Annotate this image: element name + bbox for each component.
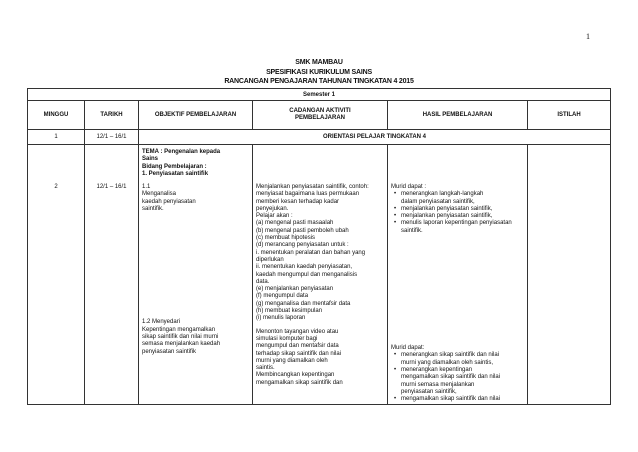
cadangan2-line: Menonton tayangan video atau (256, 328, 339, 335)
cadangan2-line: Membincangkan kepentingan (256, 372, 335, 379)
hasil2-line: penyiasatan saintifik, (401, 388, 457, 395)
hasil1-list (391, 191, 524, 235)
row1-minggu: 1 (28, 130, 85, 145)
list-item (391, 191, 524, 198)
hasil1-bullet: menjalankan penyiasatan saintifik, (401, 213, 493, 220)
document-header (0, 58, 638, 87)
row1-orientation: ORIENTASI PELAJAR TINGKATAN 4 (139, 130, 611, 145)
cadangan1-line: (f) mengumpul data (256, 293, 309, 300)
document-title: RANCANGAN PENGAJARAN TAHUNAN TINGKATAN 4 2015 (224, 78, 414, 85)
col-objektif: OBJEKTIF PEMBELAJARAN (139, 101, 253, 130)
cadangan1-line: Menjalankan penyiasatan saintifik, contoh: (256, 184, 369, 190)
row2-cadangan (253, 145, 388, 405)
bidang-label: Bidang Pembelajaran : (142, 163, 207, 170)
row2-minggu-value: 2 (54, 184, 58, 190)
row2-tarikh-value: 12/1 – 16/1 (96, 184, 127, 190)
cadangan1-line: (d) merancang penyiasatan untuk : (256, 242, 349, 249)
cadangan2-line: mengumpul dan mentafsir data (256, 343, 339, 350)
cadangan1-line: (i) menulis laporan (256, 315, 306, 322)
col-istilah: ISTILAH (528, 101, 611, 130)
document-subtitle: SPESIFIKASI KURIKULUM SAINS (266, 68, 372, 76)
row2-minggu (28, 145, 85, 405)
row2-hasil (388, 145, 528, 405)
cadangan1-line: memberi kesan terhadap kadar (256, 198, 340, 205)
obj1-line: Menganalisa (142, 191, 177, 198)
bidang-item: 1. Penyiasatan saintifik (142, 170, 209, 177)
hasil2-line: murni yang diamalkan oleh saintis, (401, 359, 494, 366)
hasil2-intro: Murid dapat: (391, 345, 425, 352)
col-cadangan-line1: CADANGAN AKTIVITI (289, 108, 351, 114)
list-item (391, 228, 524, 235)
page-number: 1 (586, 32, 590, 41)
col-cadangan-line2: PEMBELAJARAN (294, 115, 345, 121)
hasil2-line: mengamalkan sikap saintifik dan nilai (401, 374, 501, 381)
row2-objektif (139, 145, 253, 405)
hasil2-line: menerangkan kepentingan (401, 366, 473, 373)
cadangan1-line: ii. menentukan kaedah penyiasatan, (256, 264, 353, 271)
hasil2-line: mengamalkan sikap saintifik dan nilai (401, 396, 501, 403)
hasil1-intro: Murid dapat : (391, 184, 427, 190)
bullet-icon: • (394, 366, 397, 373)
tema-line1: TEMA : Pengenalan kepada (142, 149, 221, 155)
cadangan1-line: (c) membuat hipotesis (256, 235, 316, 242)
list-item (391, 206, 524, 213)
list-item (391, 389, 524, 396)
obj2-line: 1.2 Menyedari (142, 319, 181, 326)
col-hasil: HASIL PEMBELAJARAN (388, 101, 528, 130)
hasil2-list (391, 352, 524, 403)
list-item (391, 367, 524, 374)
hasil2-line: murni semasa menjalankan (401, 381, 475, 388)
obj2-line: penyiasatan saintifik (142, 348, 197, 355)
cadangan1-line: (e) menjalankan penyiasatan (256, 286, 334, 293)
cadangan1-line: Pelajar akan : (256, 213, 293, 220)
row1-tarikh: 12/1 – 16/1 (85, 130, 139, 145)
cadangan2-line: terhadap sikap saintifik dan nilai (256, 350, 342, 357)
bullet-icon: • (394, 220, 397, 227)
hasil2-line: menerangkan sikap saintifik dan nilai (401, 352, 500, 359)
obj1-line: kaedah penyiasatan (142, 198, 196, 205)
col-tarikh: TARIKH (85, 101, 139, 130)
obj2-line: semasa menjalankan kaedah (142, 341, 221, 348)
list-item (391, 382, 524, 389)
cadangan2-line: mengamalkan sikap saintifik dan (256, 379, 343, 386)
obj1-line: saintifik. (142, 206, 164, 213)
hasil1-bullet: menerangkan langkah-langkah (401, 191, 484, 198)
bullet-icon: • (394, 205, 397, 212)
cadangan1-line: penyejukan. (256, 205, 289, 212)
cadangan1-line: (h) membuat kesimpulan (256, 308, 323, 315)
school-name: SMK MAMBAU (295, 59, 343, 66)
hasil1-line: dalam penyiasatan saintifik, (401, 198, 475, 205)
obj2-line: Kepentingan mengamalkan (142, 326, 216, 333)
hasil1-line: saintifik. (401, 227, 423, 234)
col-minggu: MINGGU (28, 101, 85, 130)
obj1 (142, 184, 249, 213)
cadangan2-line: simulasi komputer bagi (256, 335, 318, 342)
cadangan1-line: diperlukan (256, 256, 284, 263)
cadangan1-line: data. (256, 278, 270, 285)
list-item (391, 199, 524, 206)
list-item (391, 360, 524, 367)
bullet-icon: • (394, 191, 397, 198)
row2-tarikh (85, 145, 139, 405)
bullet-icon: • (394, 396, 397, 403)
bullet-icon: • (394, 352, 397, 359)
cadangan1 (256, 184, 384, 323)
cadangan2 (256, 329, 384, 387)
obj2 (142, 319, 249, 355)
cadangan2-line: murni yang diamalkan oleh (256, 357, 328, 364)
cadangan1-line: kaedah mengumpul dan menganalisis (256, 271, 358, 278)
lesson-plan-table (27, 88, 611, 405)
cadangan2-line: saintis. (256, 365, 275, 372)
semester-heading: Semester 1 (28, 89, 611, 101)
cadangan1-line: i. menentukan peralatan dan bahan yang (256, 249, 366, 256)
list-item (391, 213, 524, 220)
bullet-icon: • (394, 213, 397, 220)
cadangan1-line: (a) mengenal pasti masaalah (256, 220, 334, 227)
list-item (391, 352, 524, 359)
cadangan1-line: (g) menganalisa dan mentafsir data (256, 300, 351, 307)
list-item (391, 396, 524, 403)
cadangan1-line: (b) mengenal pasti pemboleh ubah (256, 227, 349, 234)
list-item (391, 374, 524, 381)
tema-line2: Sains (142, 156, 159, 163)
obj1-line: 1.1 (142, 184, 151, 191)
col-cadangan (253, 101, 388, 130)
row2-istilah (528, 145, 611, 405)
obj2-line: sikap saintifik dan nilai murni (142, 333, 219, 340)
cadangan1-line: menyiasat bagaimana luas permukaan (256, 191, 360, 198)
list-item (391, 220, 524, 227)
hasil1-bullet: menulis laporan kepentingan penyiasatan (401, 220, 512, 227)
hasil1-bullet: menjalankan penyiasatan saintifik, (401, 205, 493, 212)
